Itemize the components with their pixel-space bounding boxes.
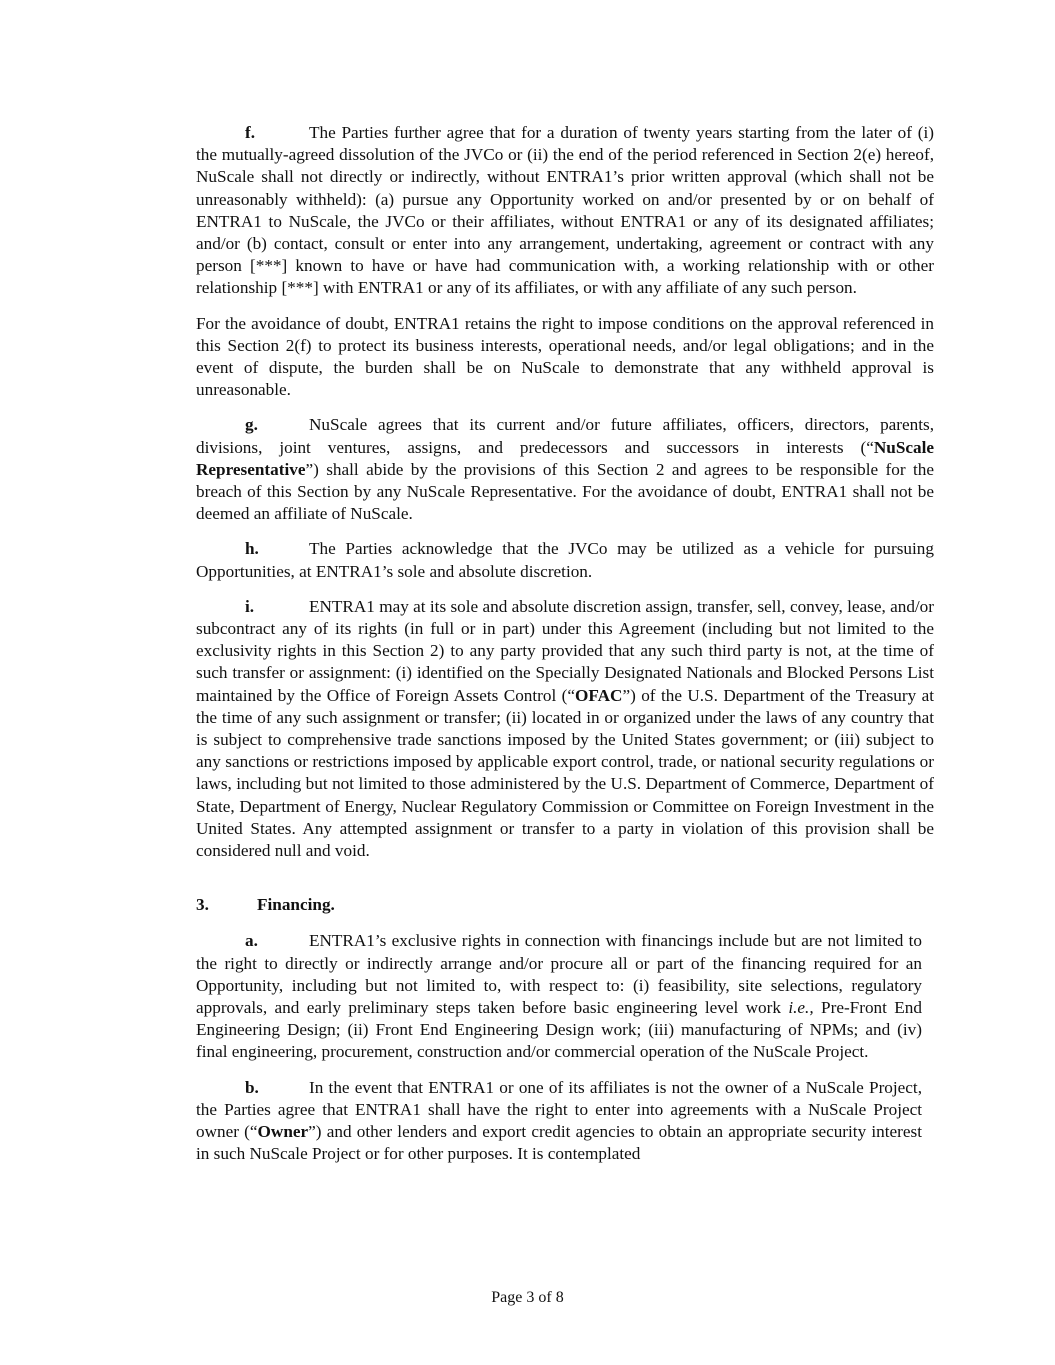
clause-marker-g: g. bbox=[245, 415, 258, 435]
clause-2g-text-after: ”) shall abide by the provisions of this Section 2 and agrees to be responsible for the breach of this Section by any NuScale Representative. For the avoidance of doubt, ENTRA1 shall not be deemed an affiliate of NuScale. bbox=[196, 459, 934, 524]
clause-2h-text: The Parties acknowledge that the JVCo may be utilized as a vehicle for pursuing Opportunities, at ENTRA1’s sole and absolute discretion. bbox=[196, 539, 934, 581]
clause-2i-text-after: ”) of the U.S. Department of the Treasury at the time of any such assignment or transfer; (ii) located in or organized under the laws of any country that is subject to comprehensive trade sanctions imposed by the United States government; or (iii) subject to any sanctions or restrictions imposed by applicable export control, trade, or national security regulations or laws, including but not limited to those administered by the U.S. Department of Commerce, Department of State, Department of Energy, Nuclear Regulatory Commission or Committee on Foreign Investment in the United States. Any attempted assignment or transfer to a party in violation of this provision shall be considered null and void. bbox=[196, 685, 935, 861]
paragraph-2g bbox=[196, 414, 934, 525]
paragraph-3a bbox=[196, 930, 922, 1063]
defined-term-nuscale-representative: NuScale Representative bbox=[196, 437, 934, 479]
section-3-heading bbox=[196, 894, 934, 916]
clause-2f-continuation-text: For the avoidance of doubt, ENTRA1 retains the right to impose conditions on the approval referenced in this Section 2(f) to protect its business interests, operational needs, and/or legal obligations; and in the event of dispute, the burden shall be on NuScale to demonstrate that any withheld approval is unreasonable. bbox=[196, 313, 934, 400]
defined-term-ofac: OFAC bbox=[575, 685, 623, 705]
clause-marker-a: a. bbox=[245, 931, 258, 951]
paragraph-2i bbox=[196, 596, 934, 862]
paragraph-2f bbox=[196, 122, 934, 300]
paragraph-2f-continuation bbox=[196, 313, 934, 402]
page-number-footer: Page 3 of 8 bbox=[491, 1289, 564, 1306]
clause-3b-text-before: In the event that ENTRA1 or one of its affiliates is not the owner of a NuScale Project, the Parties agree that ENTRA1 shall have the right to enter into agreements with a NuScale Project owner (“ bbox=[196, 1077, 922, 1141]
clause-2g-text-before: NuScale agrees that its current and/or future affiliates, officers, directors, parents, divisions, joint ventures, assigns, and predecessors and successors in interests (“ bbox=[196, 415, 934, 457]
paragraph-3b bbox=[196, 1077, 922, 1166]
defined-term-owner: Owner bbox=[257, 1121, 309, 1141]
clause-2i-text-before: ENTRA1 may at its sole and absolute discretion assign, transfer, sell, convey, lease, and/or subcontract any of its rights (in full or in part) under this Agreement (including but not limited to the exclusivity rights in this Section 2) to any party provided that any such third party is not, at the time of such transfer or assignment: (i) identified on the Specially Designated Nationals and Blocked Persons List maintained by the Office of Foreign Assets Control (“ bbox=[196, 596, 934, 705]
document-body bbox=[196, 122, 934, 1178]
clause-marker-h: h. bbox=[245, 539, 259, 559]
clause-3a-text-after: Pre-Front End Engineering Design; (ii) Front End Engineering Design work; (iii) manufacturing of NPMs; and (iv) final engineering, procurement, construction and/or commercial operation of the NuScale Project. bbox=[196, 997, 922, 1062]
clause-marker-i: i. bbox=[245, 596, 255, 616]
paragraph-2h bbox=[196, 538, 934, 582]
section-3-title: Financing. bbox=[257, 895, 335, 915]
clause-3a-italic-ie: i.e., bbox=[788, 997, 814, 1017]
section-3-number: 3. bbox=[196, 895, 209, 915]
clause-marker-b: b. bbox=[245, 1077, 259, 1097]
clause-3b-text-after: ”) and other lenders and export credit agencies to obtain an appropriate security interest in such NuScale Project or for other purposes. It is contemplated bbox=[196, 1121, 922, 1164]
clause-marker-f: f. bbox=[245, 123, 256, 142]
clause-2f-text: The Parties further agree that for a duration of twenty years starting from the later of (i) the mutually-agreed dissolution of the JVCo or (ii) the end of the period referenced in Section 2(e) hereof, NuScale shall not directly or indirectly, without ENTRA1’s prior written approval (which shall not be unreasonably withheld): (a) pursue any Opportunity worked on and/or presented by or on behalf of ENTRA1 to NuScale, the JVCo or their affiliates, without ENTRA1 or any of its designated affiliates; and/or (b) contact, consult or enter into any arrangement, undertaking, agreement or contract with any person [***] known to have or have had communication with, a working relationship with or other relationship [***] with ENTRA1 or any of its affiliates, or with any affiliate of any such person. bbox=[196, 123, 934, 298]
clause-3a-text-before: ENTRA1’s exclusive rights in connection with financings include but are not limited to the right to directly or indirectly arrange and/or procure all or part of the financing required for an Opportunity, including but not limited to, with respect to: (i) feasibility, site selections, regulatory approvals, and early preliminary steps taken before basic engineering level work bbox=[196, 931, 922, 1017]
